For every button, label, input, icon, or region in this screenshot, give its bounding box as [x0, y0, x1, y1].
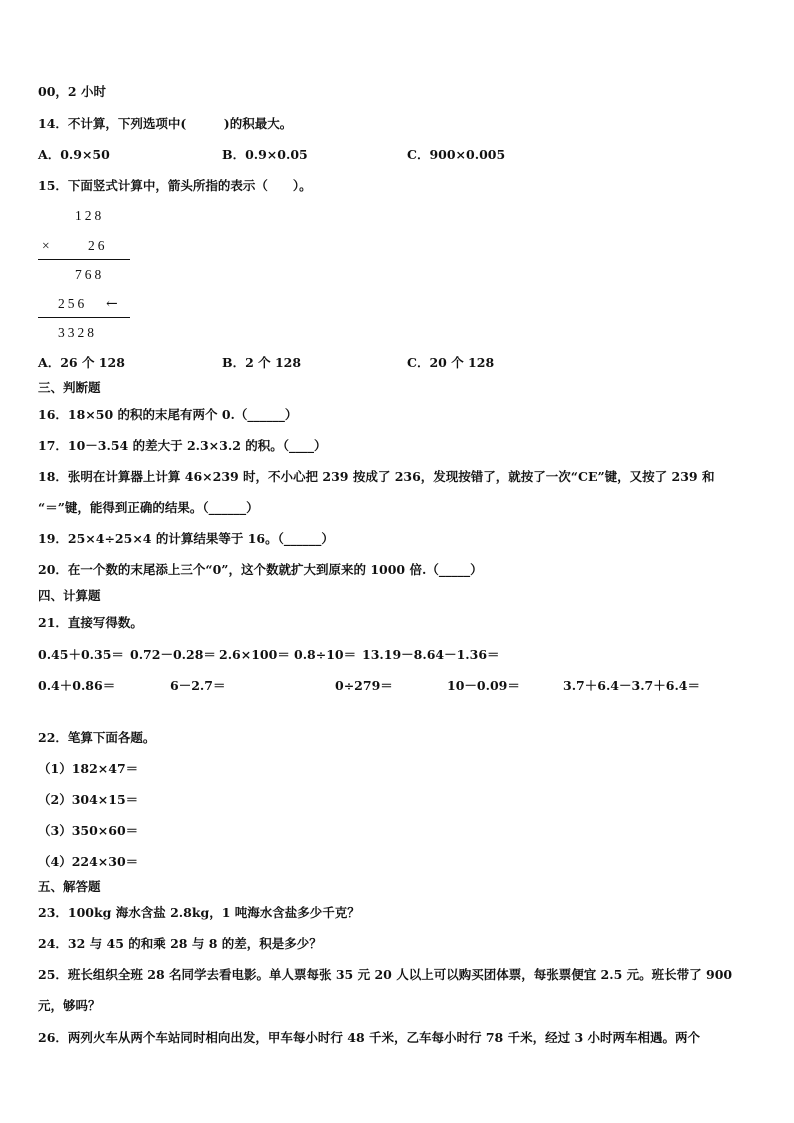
question-16: 16．18×50 的积的末尾有两个 0.（______）: [38, 407, 298, 422]
q22-item-2: （2）304×15＝: [38, 792, 139, 807]
q15-option-a: A．26 个 128: [38, 355, 125, 370]
question-15-stem: 15．下面竖式计算中，箭头所指的表示（ ）。: [38, 178, 312, 193]
q21-row2-item-5: 3.7＋6.4－3.7＋6.4＝: [563, 678, 700, 693]
q14-option-a: A．0.9×50: [38, 147, 110, 162]
final-product: 3328: [58, 325, 97, 340]
vertical-divider-2: [38, 317, 130, 318]
q22-item-4: （4）224×30＝: [38, 854, 139, 869]
question-20: 20．在一个数的末尾添上三个“0”，这个数就扩大到原来的 1000 倍.（_____）: [38, 562, 483, 577]
question-22-stem: 22．笔算下面各题。: [38, 730, 156, 745]
question-24: 24．32 与 45 的和乘 28 与 8 的差，积是多少？: [38, 936, 322, 951]
question-18-line-2: “＝”键，能得到正确的结果。（______）: [38, 500, 259, 515]
times-sign: ×: [42, 238, 53, 253]
q21-row2-item-3: 0÷279＝: [335, 678, 393, 693]
section-3-heading: 三、判断题: [38, 380, 101, 395]
q15-option-c: C．20 个 128: [407, 355, 495, 370]
question-26: 26．两列火车从两个车站同时相向出发，甲车每小时行 48 千米，乙车每小时行 78 千米，经过 3 小时两车相遇。两个: [38, 1030, 700, 1045]
q14-option-c: C．900×0.005: [407, 147, 506, 162]
q21-row2-item-4: 10－0.09＝: [447, 678, 520, 693]
question-18-line-1: 18．张明在计算器上计算 46×239 时，不小心把 239 按成了 236，发现按错了，就按了一次“CE”键，又按了 239 和: [38, 469, 715, 484]
partial-product-1: 768: [75, 267, 105, 282]
question-19: 19．25×4÷25×4 的计算结果等于 16。（______）: [38, 531, 334, 546]
q15-option-b: B．2 个 128: [222, 355, 302, 370]
section-4-heading: 四、计算题: [38, 588, 101, 603]
question-25-line-1: 25．班长组织全班 28 名同学去看电影。单人票每张 35 元 20 人以上可以购买团体票，每张票便宜 2.5 元。班长带了 900: [38, 967, 733, 982]
question-23: 23．100kg 海水含盐 2.8kg，1 吨海水含盐多少千克？: [38, 905, 360, 920]
left-arrow-icon: ←: [106, 296, 118, 312]
q21-row1-item-5: 13.19－8.64－1.36＝: [362, 647, 500, 662]
q21-row1-item-2: 0.72－0.28＝: [130, 647, 216, 662]
q21-row2-item-1: 0.4＋0.86＝: [38, 678, 116, 693]
question-25-line-2: 元，够吗？: [38, 998, 101, 1013]
q22-item-3: （3）350×60＝: [38, 823, 139, 838]
question-17: 17．10－3.54 的差大于 2.3×3.2 的积。（____）: [38, 438, 327, 453]
question-14-stem: 14．不计算，下列选项中( )的积最大。: [38, 116, 293, 131]
question-21-stem: 21．直接写得数。: [38, 615, 143, 630]
multiplier: 26: [88, 238, 108, 253]
q21-row2-item-2: 6－2.7＝: [170, 678, 226, 693]
multiplicand: 128: [75, 208, 105, 223]
vertical-divider-1: [38, 259, 130, 260]
q21-row1-item-1: 0.45＋0.35＝: [38, 647, 124, 662]
continuation-text: 00，2 小时: [38, 84, 106, 99]
section-5-heading: 五、解答题: [38, 879, 101, 894]
q14-option-b: B．0.9×0.05: [222, 147, 308, 162]
q21-row1-item-3: 2.6×100＝: [219, 647, 290, 662]
q21-row1-item-4: 0.8÷10＝: [294, 647, 357, 662]
q22-item-1: （1）182×47＝: [38, 761, 139, 776]
partial-product-2: 256: [58, 296, 88, 311]
